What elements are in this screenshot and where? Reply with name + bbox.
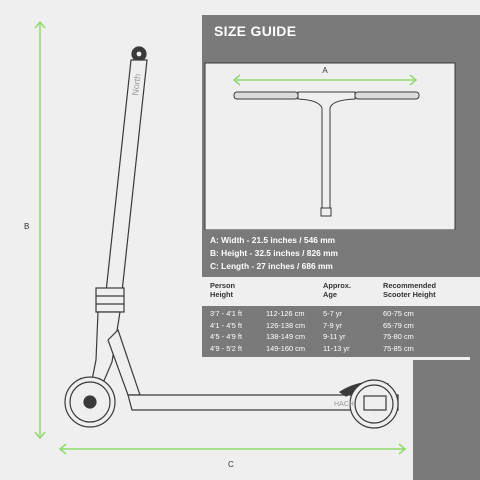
header-person-height: Person Height: [210, 281, 236, 299]
cell-person-ft: 3'7 - 4'1 ft: [210, 309, 242, 318]
table-body: [202, 306, 480, 357]
spec-length: C: Length - 27 inches / 686 mm: [210, 261, 333, 271]
table-row: [202, 343, 480, 355]
cell-person-cm: 149-160 cm: [266, 343, 306, 353]
page-title: SIZE GUIDE: [202, 15, 480, 47]
length-label: C: [228, 460, 234, 469]
cell-person-ft: 4'1 - 4'5 ft: [210, 320, 242, 330]
cell-scooter-height: 65-79 cm: [383, 320, 414, 330]
table-row: [202, 320, 480, 332]
cell-age: 5-7 yr: [323, 309, 342, 318]
cell-person-ft: 4'5 - 4'9 ft: [210, 332, 242, 341]
cell-age: 11-13 yr: [323, 343, 350, 353]
length-arrow: [60, 444, 405, 454]
height-label: B: [24, 222, 30, 231]
spec-list: [202, 230, 480, 277]
cell-person-cm: 138-149 cm: [266, 332, 306, 341]
deck-brand-text: HACH: [334, 401, 354, 408]
spec-width: A: Width - 21.5 inches / 546 mm: [210, 235, 336, 245]
cell-age: 9-11 yr: [323, 332, 346, 341]
stem-brand-text: North: [130, 73, 143, 97]
cell-person-ft: 4'9 - 5'2 ft: [210, 343, 242, 353]
cell-age: 7-9 yr: [323, 320, 342, 330]
cell-scooter-height: 75-85 cm: [383, 343, 414, 353]
table-row: [202, 331, 480, 343]
panel-corner: [413, 360, 480, 480]
table-row: [202, 308, 480, 320]
spec-height: B: Height - 32.5 inches / 826 mm: [210, 248, 338, 258]
width-label: A: [322, 66, 328, 75]
table-header: [202, 277, 480, 306]
header-age: Approx. Age: [323, 281, 351, 299]
cell-person-cm: 126-138 cm: [266, 320, 306, 330]
cell-scooter-height: 60-75 cm: [383, 309, 414, 318]
size-table: [202, 277, 480, 357]
cell-person-cm: 112-126 cm: [266, 309, 305, 318]
header-scooter-height: Recommended Scooter Height: [383, 281, 436, 299]
height-arrow: [35, 22, 45, 438]
cell-scooter-height: 75-80 cm: [383, 332, 414, 341]
